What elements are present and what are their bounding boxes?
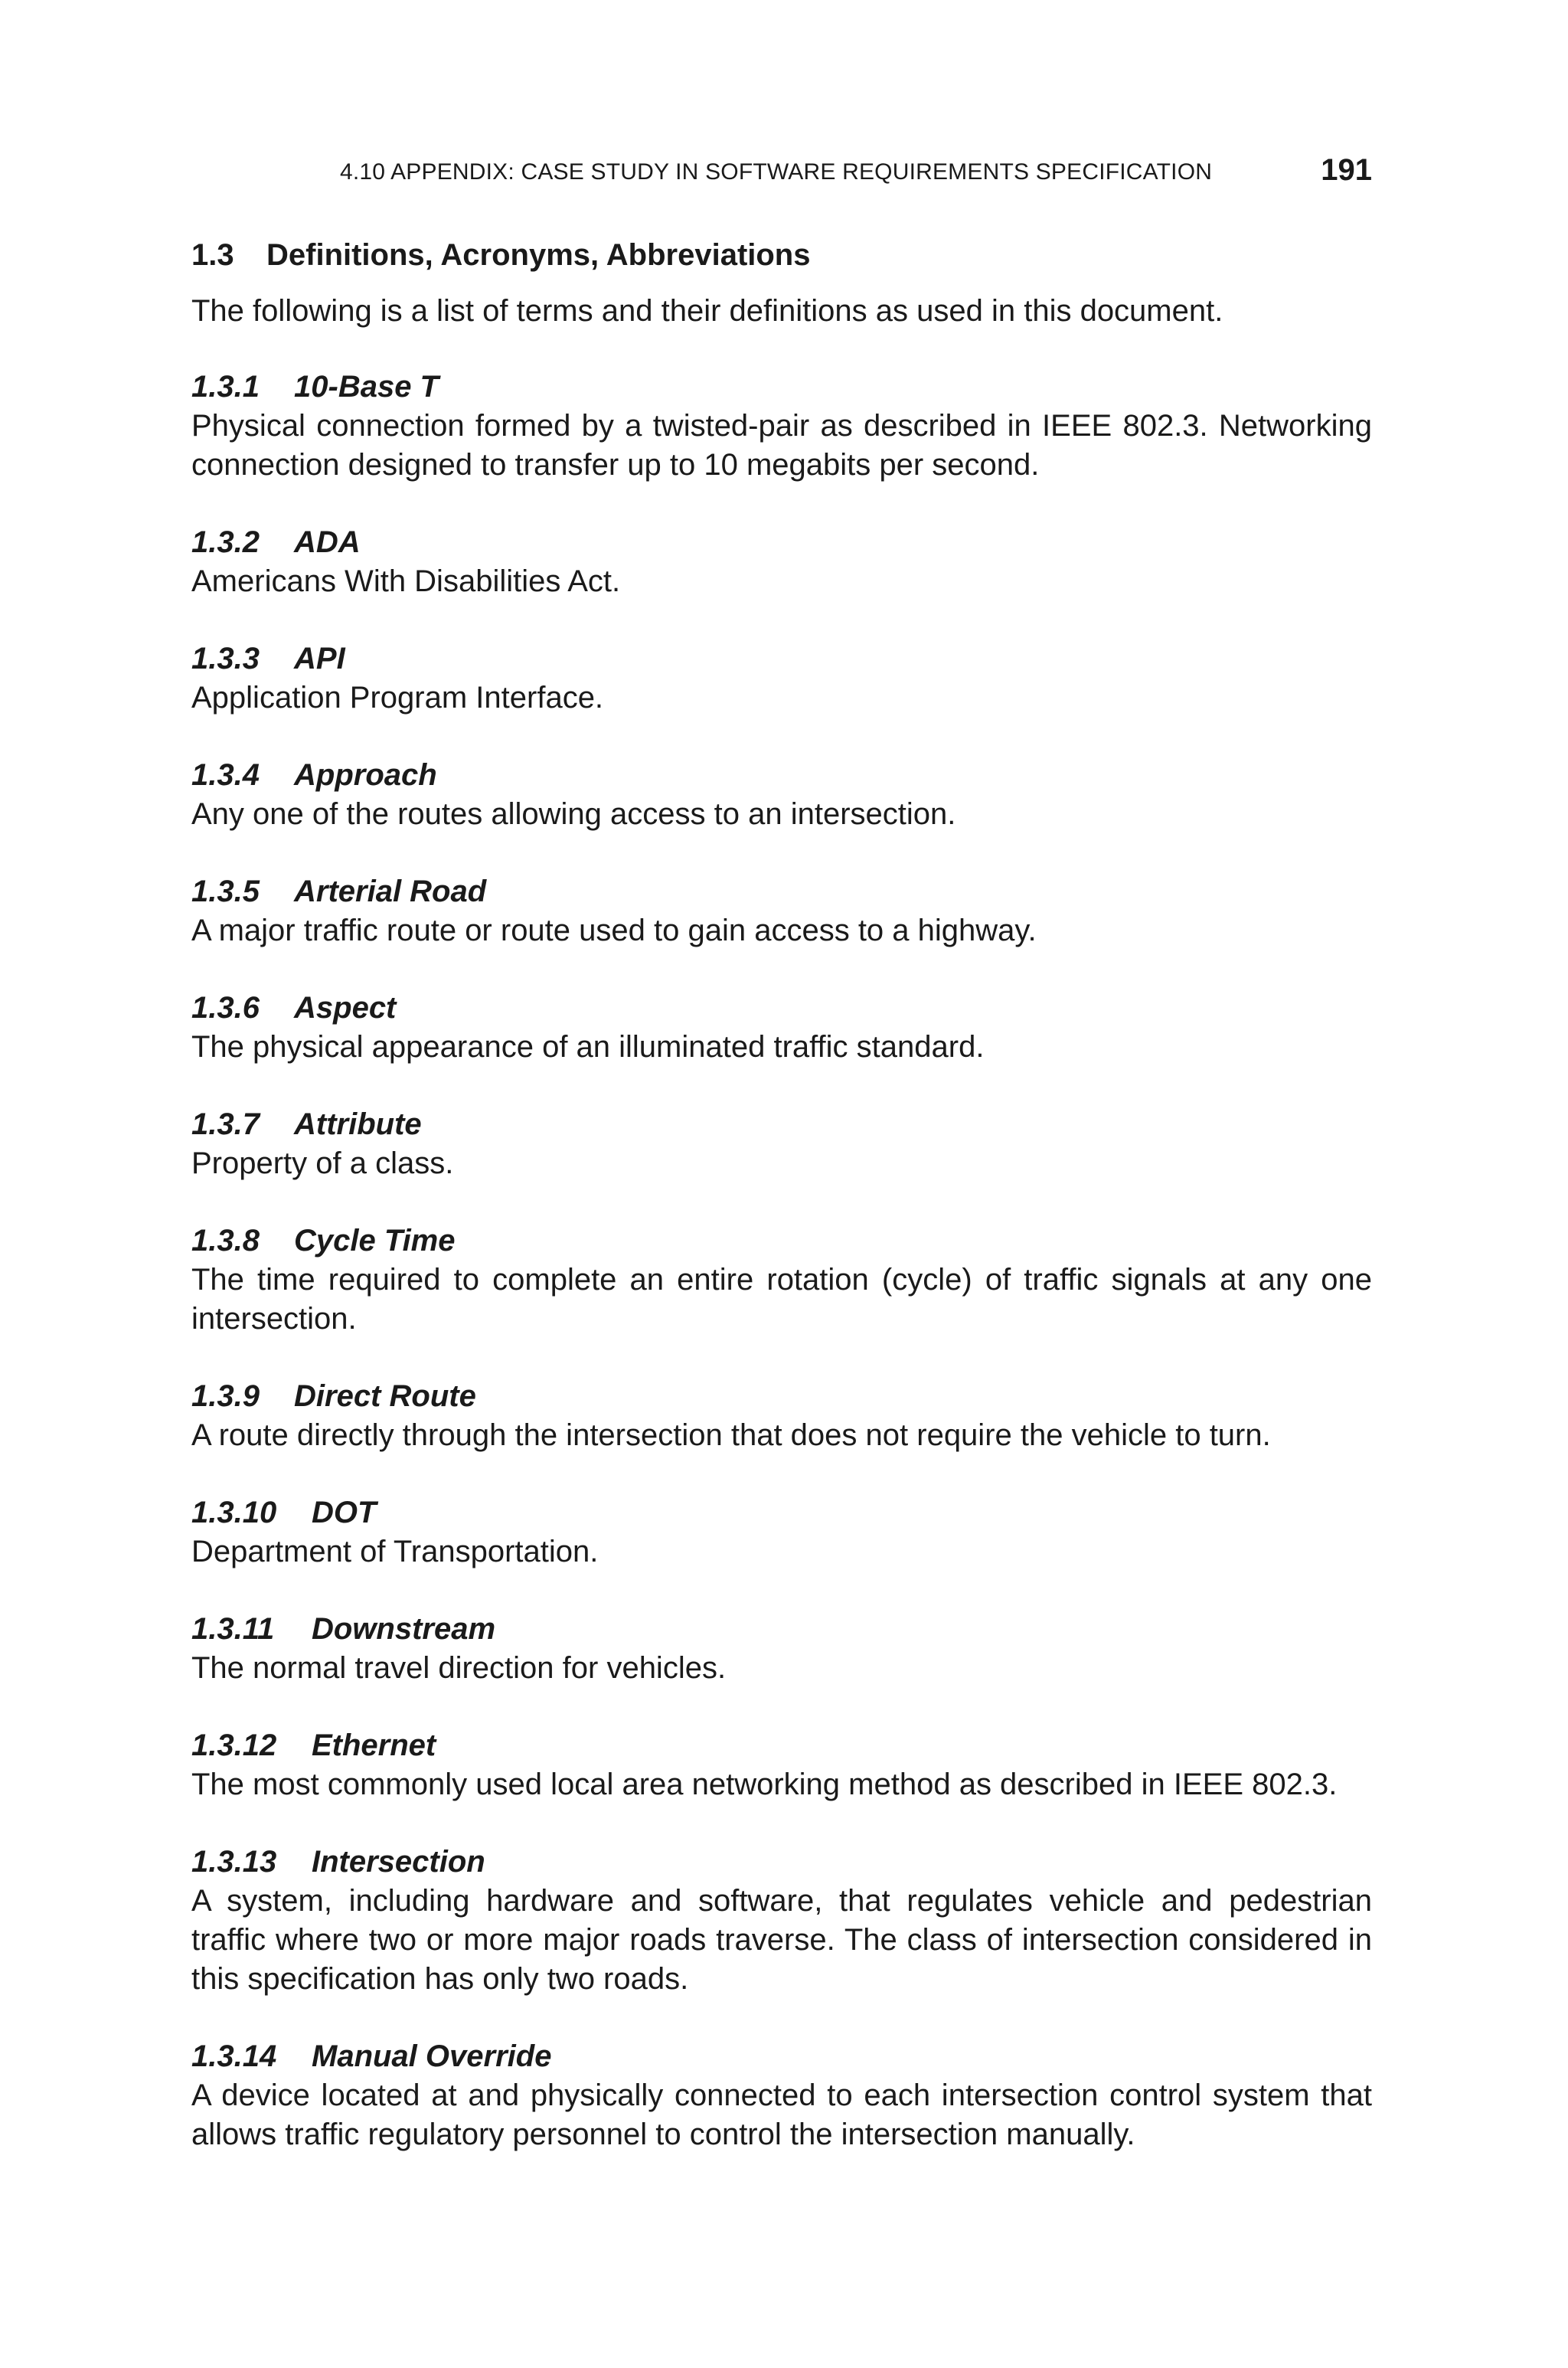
term-name: Ethernet bbox=[312, 1729, 436, 1762]
term-definition: A major traffic route or route used to gain access to a highway. bbox=[191, 914, 1037, 947]
term-heading bbox=[191, 368, 1372, 407]
definition-entry bbox=[191, 1610, 1372, 1688]
definition-entry bbox=[191, 639, 1372, 718]
term-definition: Application Program Interface. bbox=[191, 681, 604, 715]
term-number: 1.3.8 bbox=[191, 1224, 260, 1258]
definition-entry bbox=[191, 1493, 1372, 1572]
term-heading bbox=[191, 2037, 1372, 2076]
term-heading bbox=[191, 756, 1372, 795]
definition-entry bbox=[191, 1377, 1372, 1455]
term-heading bbox=[191, 1105, 1372, 1144]
section-intro: The following is a list of terms and their definitions as used in this document. bbox=[191, 294, 1223, 328]
term-name: Cycle Time bbox=[294, 1224, 456, 1258]
running-header bbox=[340, 153, 1372, 195]
definition-entry bbox=[191, 1105, 1372, 1183]
term-name: Intersection bbox=[312, 1845, 485, 1879]
term-number: 1.3.4 bbox=[191, 758, 260, 792]
term-definition: The most commonly used local area networking method as described in IEEE 802.3. bbox=[191, 1768, 1338, 1801]
term-number: 1.3.6 bbox=[191, 991, 260, 1025]
term-number: 1.3.14 bbox=[191, 2039, 277, 2073]
definition-entry bbox=[191, 989, 1372, 1067]
term-name: Aspect bbox=[294, 991, 397, 1025]
term-heading bbox=[191, 1377, 1372, 1416]
definition-entry bbox=[191, 523, 1372, 601]
definition-entry bbox=[191, 756, 1372, 834]
term-number: 1.3.3 bbox=[191, 642, 260, 675]
term-number: 1.3.12 bbox=[191, 1729, 277, 1762]
term-definition: The time required to complete an entire rotation (cycle) of traffic signals at any one intersection. bbox=[191, 1263, 1372, 1336]
term-name: Arterial Road bbox=[294, 875, 487, 908]
definition-entry bbox=[191, 2037, 1372, 2154]
term-heading bbox=[191, 1222, 1372, 1261]
term-number: 1.3.5 bbox=[191, 875, 260, 908]
term-definition: Department of Transportation. bbox=[191, 1535, 599, 1568]
term-number: 1.3.7 bbox=[191, 1107, 260, 1141]
section-heading bbox=[191, 234, 1372, 276]
term-name: Direct Route bbox=[294, 1379, 476, 1413]
term-definition: Physical connection formed by a twisted-pair as described in IEEE 802.3. Networking connection designed to transfer up to 10 megabits per second. bbox=[191, 409, 1372, 482]
term-definition: Americans With Disabilities Act. bbox=[191, 564, 621, 598]
term-heading bbox=[191, 989, 1372, 1028]
page-number: 191 bbox=[1321, 153, 1372, 187]
term-name: DOT bbox=[312, 1496, 377, 1529]
term-name: Manual Override bbox=[312, 2039, 552, 2073]
running-title: 4.10 APPENDIX: CASE STUDY IN SOFTWARE REQUIREMENTS SPECIFICATION bbox=[340, 159, 1213, 185]
term-definition: Any one of the routes allowing access to an intersection. bbox=[191, 797, 956, 831]
section-number: 1.3 bbox=[191, 238, 234, 272]
term-number: 1.3.2 bbox=[191, 525, 260, 559]
term-number: 1.3.1 bbox=[191, 370, 260, 404]
section-title: Definitions, Acronyms, Abbreviations bbox=[266, 238, 811, 272]
term-heading bbox=[191, 1726, 1372, 1765]
page-body bbox=[191, 234, 1372, 2193]
term-number: 1.3.9 bbox=[191, 1379, 260, 1413]
term-heading bbox=[191, 1610, 1372, 1649]
term-number: 1.3.11 bbox=[191, 1612, 275, 1646]
term-name: 10-Base T bbox=[294, 370, 439, 404]
definition-entry bbox=[191, 1843, 1372, 1999]
term-name: Attribute bbox=[294, 1107, 422, 1141]
term-heading bbox=[191, 1493, 1372, 1532]
term-name: API bbox=[294, 642, 345, 675]
term-name: Downstream bbox=[312, 1612, 496, 1646]
term-heading bbox=[191, 1843, 1372, 1882]
term-heading bbox=[191, 872, 1372, 911]
definition-entry bbox=[191, 1726, 1372, 1804]
term-heading bbox=[191, 639, 1372, 679]
term-number: 1.3.10 bbox=[191, 1496, 277, 1529]
definition-entry bbox=[191, 872, 1372, 950]
term-definition: A route directly through the intersection that does not require the vehicle to turn. bbox=[191, 1418, 1271, 1452]
term-name: ADA bbox=[294, 525, 361, 559]
term-definition: The physical appearance of an illuminated traffic standard. bbox=[191, 1030, 985, 1064]
term-name: Approach bbox=[294, 758, 437, 792]
definition-entry bbox=[191, 1222, 1372, 1339]
term-definition: A device located at and physically connected to each intersection control system that allows traffic regulatory personnel to control the intersection manually. bbox=[191, 2079, 1372, 2151]
term-definition: A system, including hardware and software, that regulates vehicle and pedestrian traffic where two or more major roads traverse. The class of intersection considered in this specification has only two roads. bbox=[191, 1884, 1372, 1996]
term-heading bbox=[191, 523, 1372, 562]
term-definition: The normal travel direction for vehicles. bbox=[191, 1651, 727, 1685]
definition-entry bbox=[191, 368, 1372, 485]
term-number: 1.3.13 bbox=[191, 1845, 277, 1879]
term-definition: Property of a class. bbox=[191, 1146, 454, 1180]
